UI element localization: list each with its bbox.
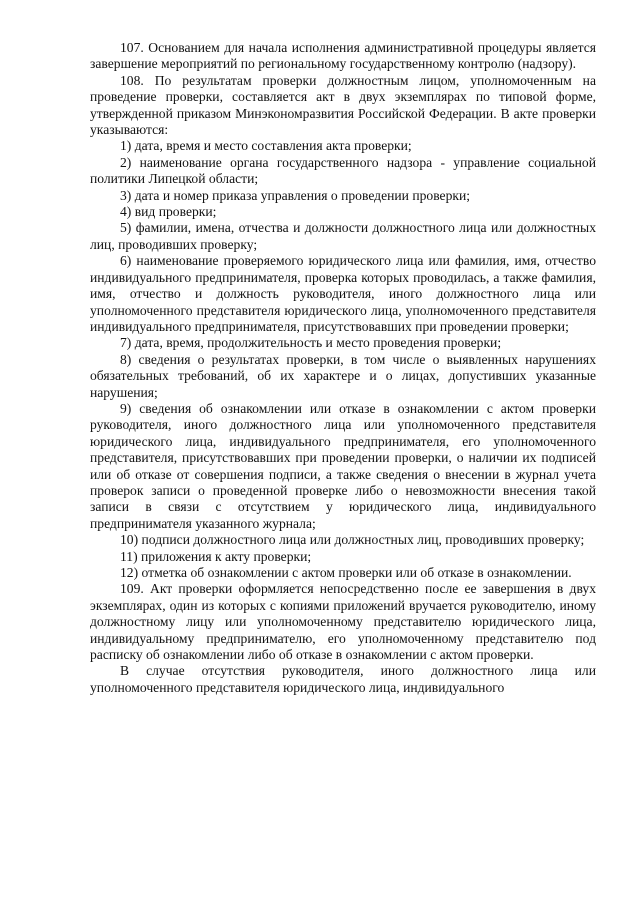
list-item-3: 3) дата и номер приказа управления о проведении проверки;: [120, 187, 471, 203]
list-item-9: 9) сведения об ознакомлении или отказе в ознакомлении с актом проверки руководителя, иного должностного лица или уполномоченного представителя юридического лица, индивидуального предпринимателя, его уполномоченного представителя, присутствовавших при проведении проверки, о наличии их подписей или об отказе от совершения подписи, а также сведения о внесении в журнал учета проверок записи о проведенной проверке либо о невозможности внесения такой записи в связи с отсутствием у юридического лица, индивидуального предпринимателя указанного журнала;: [90, 400, 596, 531]
list-item-5: 5) фамилии, имена, отчества и должности должностного лица или должностных лиц, проводивших проверку;: [90, 220, 596, 252]
document-page: [90, 40, 596, 696]
list-item-4: 4) вид проверки;: [120, 204, 217, 220]
list-item-8: 8) сведения о результатах проверки, в том числе о выявленных нарушениях обязательных требований, об их характере и о лицах, допустивших указанные нарушения;: [90, 351, 596, 400]
list-item-7: 7) дата, время, продолжительность и место проведения проверки;: [120, 335, 502, 351]
list-item-2: 2) наименование органа государственного надзора - управление социальной политики Липецкой области;: [90, 154, 596, 187]
list-item-10: 10) подписи должностного лица или должностных лиц, проводивших проверку;: [120, 532, 585, 548]
list-item-6: 6) наименование проверяемого юридического лица или фамилия, имя, отчество индивидуального предпринимателя, проверка которых проводилась, а также фамилия, имя, отчество и должность руководителя, иного должностного лица или уполномоченного представителя юридического лица, уполномоченного представителя индивидуального предпринимателя, присутствовавших при проведении проверки;: [90, 253, 596, 334]
paragraph-109: 109. Акт проверки оформляется непосредственно после ее завершения в двух экземплярах, один из которых с копиями приложений вручается руководителю, иному должностному лицу или уполномоченному представителю юридического лица, индивидуальному предпринимателю, его уполномоченному представителю под расписку об ознакомлении либо об отказе в ознакомлении с актом проверки.: [90, 581, 596, 663]
list-item-12: 12) отметка об ознакомлении с актом проверки или об отказе в ознакомлении.: [120, 565, 572, 580]
paragraph-108: 108. По результатам проверки должностным лицом, уполномоченным на проведение проверки, составляется акт в двух экземплярах по типовой форме, утвержденной приказом Минэкономразвития Российской Федерации. В акте проверки указываются:: [90, 72, 596, 138]
paragraph-absence-case: В случае отсутствия руководителя, иного должностного лица или уполномоченного представителя юридического лица, индивидуального: [90, 663, 596, 695]
list-item-11: 11) приложения к акту проверки;: [120, 548, 312, 564]
paragraph-107: 107. Основанием для начала исполнения административной процедуры является завершение мероприятий по региональному государственному контролю (надзору).: [90, 40, 596, 72]
list-item-1: 1) дата, время и место составления акта проверки;: [120, 138, 412, 154]
